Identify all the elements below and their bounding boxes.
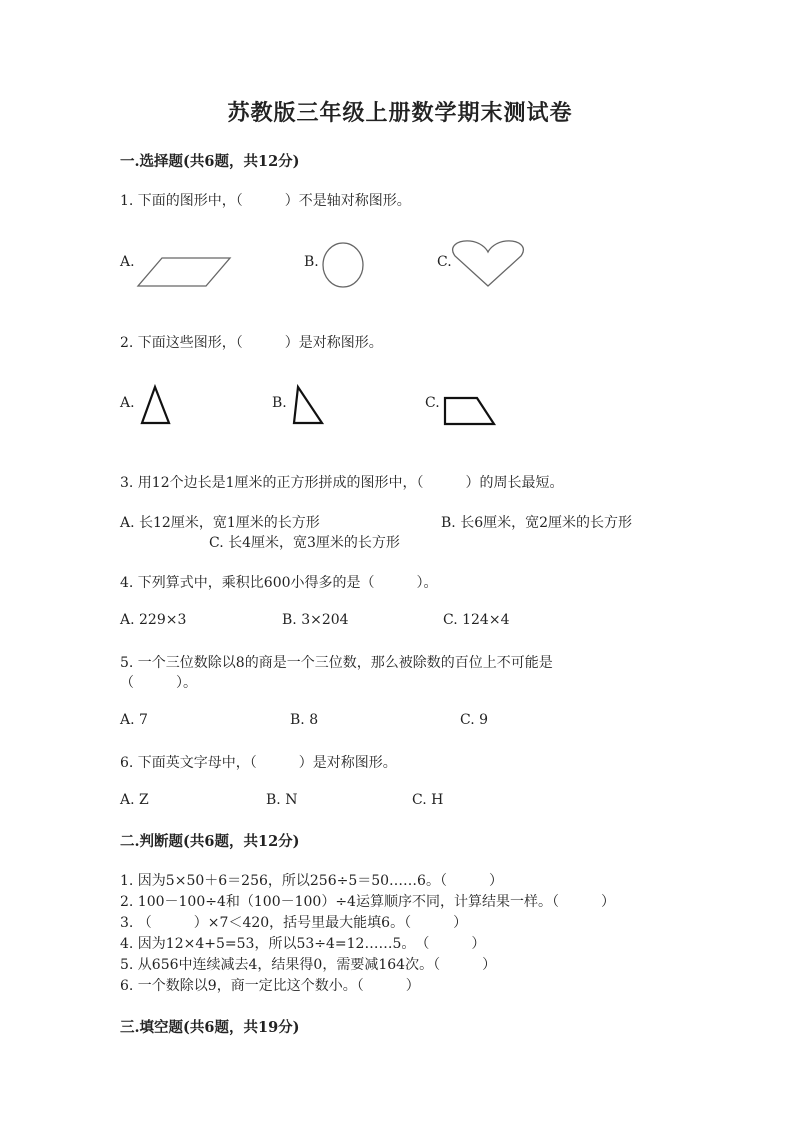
circle-shape: [320, 240, 366, 290]
judge-item-4: 4. 因为12×4+5=53，所以53÷4=12……5。 （ ）: [120, 936, 486, 952]
section-3-heading: 三.填空题(共6题，共19分): [120, 1019, 300, 1036]
question-1-4: 4. 下列算式中，乘积比600小得多的是（ ）。: [120, 575, 438, 591]
q2-option-b-label: B.: [272, 395, 287, 411]
q4-option-a: A. 229×3: [120, 612, 187, 628]
judge-item-2: 2. 100－100÷4和（100－100）÷4运算顺序不同，计算结果一样。（ ）: [120, 894, 615, 910]
q6-option-a: A. Z: [120, 792, 149, 808]
judge-item-5: 5. 从656中连续减去4，结果得0，需要减164次。（ ）: [120, 957, 497, 973]
judge-item-3: 3. （ ）×7＜420，括号里最大能填6。（ ）: [120, 915, 468, 931]
question-1-5-continued: （ ）。: [120, 675, 197, 691]
q5-option-b: B. 8: [290, 712, 319, 728]
isosceles-triangle-shape: [138, 384, 176, 428]
question-1-6: 6. 下面英文字母中，（ ）是对称图形。: [120, 755, 397, 771]
trapezoid-shape: [440, 394, 498, 428]
q5-option-c: C. 9: [460, 712, 489, 728]
q1-option-a-label: A.: [120, 254, 135, 270]
section-2-heading: 二.判断题(共6题，共12分): [120, 833, 300, 850]
scalene-triangle-shape: [288, 384, 328, 428]
q4-option-b: B. 3×204: [282, 612, 349, 628]
page-title: 苏教版三年级上册数学期末测试卷: [227, 100, 573, 126]
judge-item-1: 1. 因为5×50＋6＝256，所以256÷5＝50……6。（ ）: [120, 873, 503, 889]
section-1-heading: 一.选择题(共6题，共12分): [120, 153, 300, 170]
q1-option-b-label: B.: [304, 254, 319, 270]
question-1-2: 2. 下面这些图形，（ ）是对称图形。: [120, 335, 383, 351]
q1-option-c-label: C.: [437, 254, 452, 270]
q4-option-c: C. 124×4: [443, 612, 510, 628]
q6-option-c: C. H: [412, 792, 444, 808]
q3-option-a: A. 长12厘米，宽1厘米的长方形: [120, 515, 320, 531]
q2-option-a-label: A.: [120, 395, 135, 411]
heart-shape: [450, 238, 526, 290]
q5-option-a: A. 7: [120, 712, 148, 728]
q3-option-b: B. 长6厘米，宽2厘米的长方形: [441, 515, 633, 531]
parallelogram-shape: [136, 254, 232, 290]
q6-option-b: B. N: [266, 792, 298, 808]
judge-item-6: 6. 一个数除以9，商一定比这个数小。（ ）: [120, 978, 420, 994]
q3-option-c: C. 长4厘米，宽3厘米的长方形: [209, 535, 400, 551]
question-1-1: 1. 下面的图形中，（ ）不是轴对称图形。: [120, 193, 411, 209]
question-1-5: 5. 一个三位数除以8的商是一个三位数，那么被除数的百位上不可能是: [120, 655, 553, 671]
question-1-3: 3. 用12个边长是1厘米的正方形拼成的图形中，（ ）的周长最短。: [120, 475, 564, 491]
q2-option-c-label: C.: [425, 395, 440, 411]
